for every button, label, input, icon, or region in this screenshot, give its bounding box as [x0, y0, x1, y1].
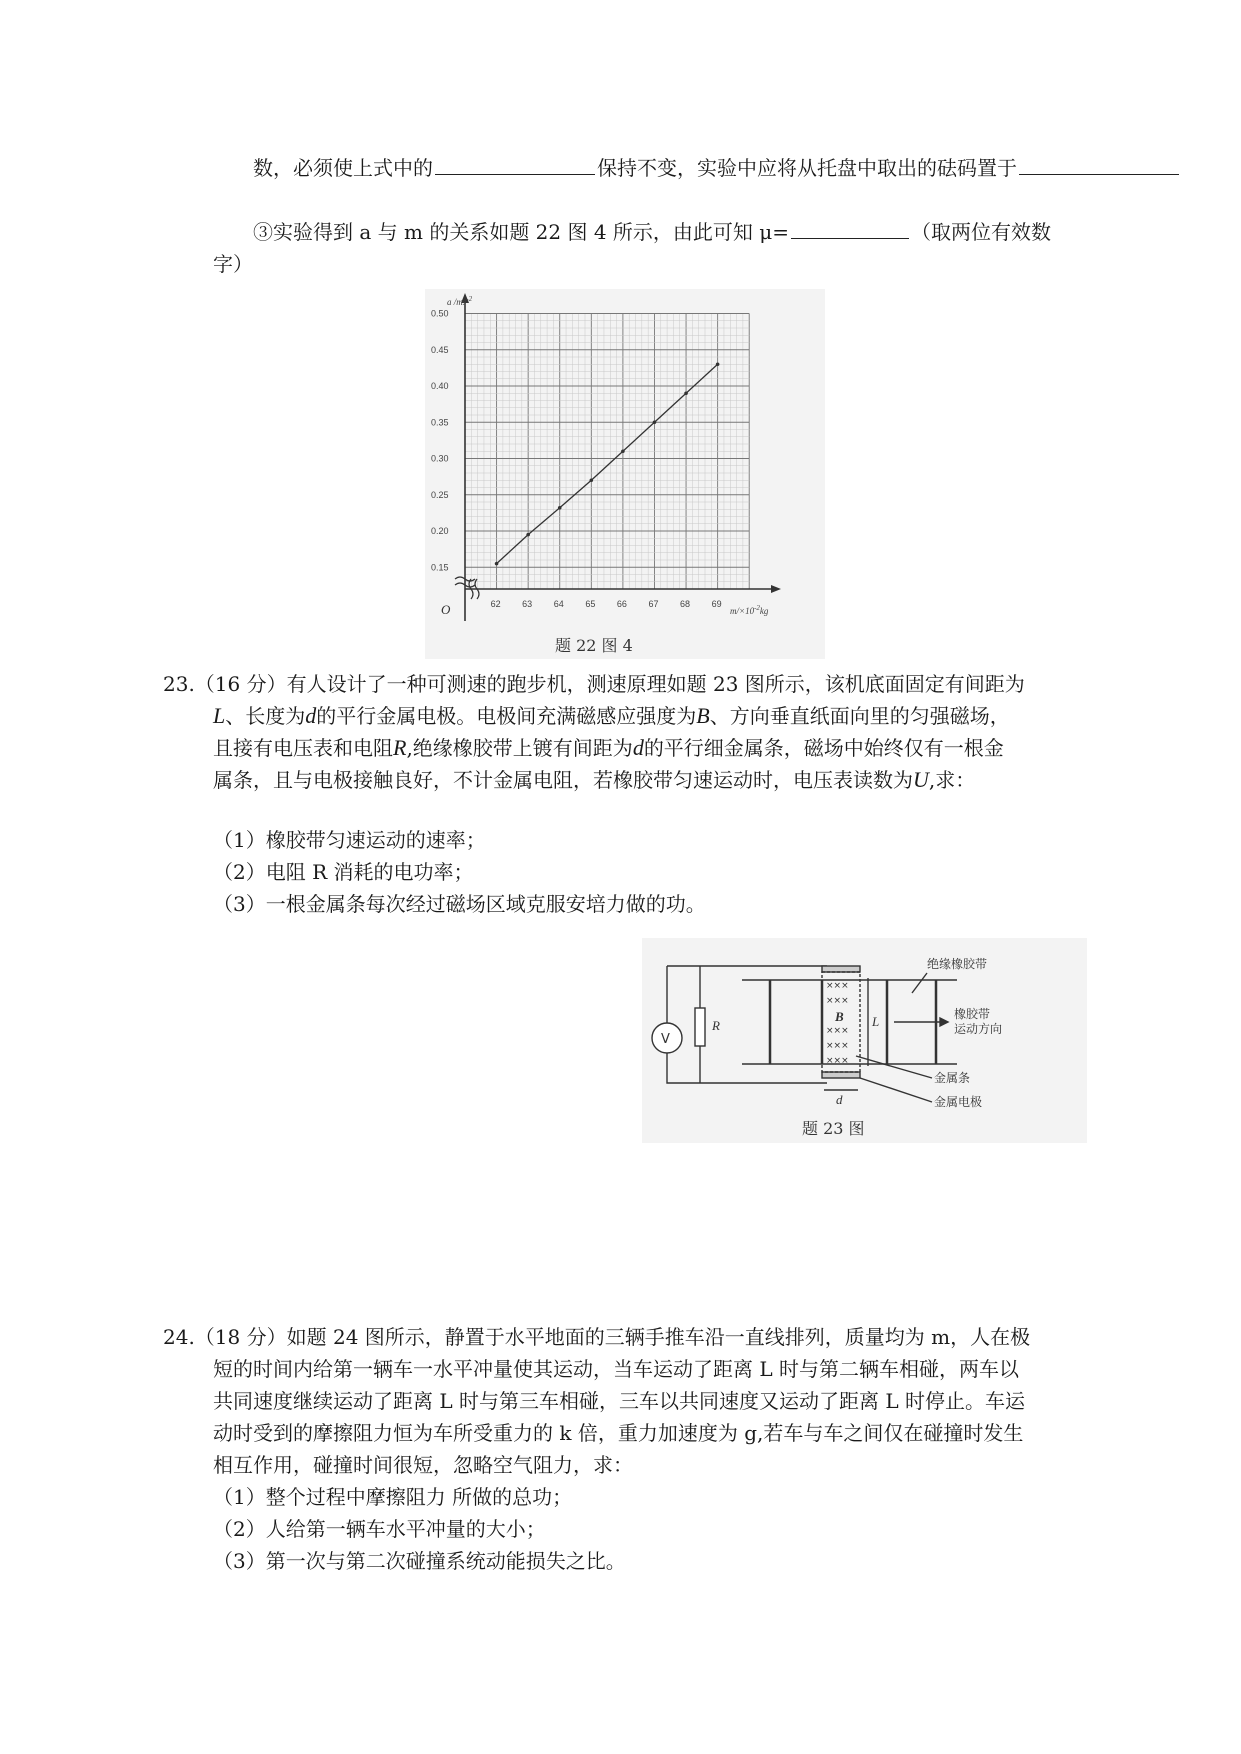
x-axis-arrow: [771, 585, 781, 593]
q23-sub-1: （1）橡胶带匀速运动的速率；: [213, 828, 486, 852]
graph-svg: [425, 289, 825, 659]
x-axis-label: $m/\times 10^{-2}kg$: [730, 604, 769, 616]
direction-arrowhead: [940, 1018, 948, 1026]
y-tick-label: 0.20: [431, 526, 449, 536]
q23-line-3: [213, 734, 1004, 762]
y-tick-label: 0.45: [431, 344, 449, 355]
field-label: B: [835, 1009, 844, 1024]
q24-line-4: 动时受到的摩擦阻力恒为车所受重力的 k 倍，重力加速度为 g,若车与车之间仅在碰撞时发生: [213, 1421, 1024, 1445]
width-label: d: [836, 1092, 843, 1107]
q24-sub-3: （3）第一次与第二次碰撞系统动能损失之比。: [213, 1549, 626, 1573]
data-point: [590, 478, 594, 482]
answer-blank-mu[interactable]: [791, 218, 909, 239]
y-tick-label: 0.40: [431, 381, 449, 391]
fig23: [642, 938, 1087, 1143]
belt-label: 绝缘橡胶带: [927, 957, 988, 971]
q22-line-2: [253, 218, 1051, 246]
length-label: L: [872, 1014, 880, 1029]
q23-var-L: L: [213, 703, 226, 728]
y-tick-label: 0.35: [431, 417, 449, 428]
series-line: [497, 364, 718, 563]
y-tick-label: 0.50: [431, 308, 449, 319]
circuit-wire: [667, 966, 827, 1083]
electrode-label: 金属电极: [934, 1095, 983, 1109]
fig23-caption: 题 23 图: [802, 1119, 865, 1138]
metal-electrode-top: [822, 966, 860, 972]
q23-line-3-a: 且接有电压表和电阻: [213, 736, 393, 760]
leader-electrode: [860, 1078, 932, 1102]
fig23-svg: [642, 938, 1087, 1143]
q23-sub-3: （3）一根金属条每次经过磁场区域克服安培力做的功。: [213, 892, 706, 916]
x-tick-label: 62: [490, 599, 501, 609]
svg-text:×××: ×××: [826, 996, 849, 1006]
svg-text:×××: ×××: [826, 1056, 849, 1066]
q22-line-1: [253, 154, 1181, 182]
y-tick-label: 0.15: [431, 562, 449, 573]
y-axis-label: a $/ms^{-2}$: [447, 295, 473, 307]
q23-var-d: d: [305, 703, 317, 728]
q23-line-2: [213, 702, 1010, 730]
data-point: [653, 420, 657, 424]
answer-blank-2[interactable]: [1019, 154, 1179, 175]
metal-electrode-bottom: [822, 1072, 860, 1078]
origin-label: O: [441, 602, 451, 617]
q23-line-1: 23.（16 分）有人设计了一种可测速的跑步机，测速原理如题 23 图所示，该机底面固定有间距为: [163, 672, 1025, 696]
leader-strip: [856, 1056, 932, 1078]
q22-line-1-mid: 保持不变，实验中应将从托盘中取出的砝码置于: [597, 156, 1017, 180]
q22-line-2-pre: ③实验得到 a 与 m 的关系如题 22 图 4 所示，由此可知 μ=: [253, 220, 790, 244]
data-point: [716, 362, 720, 366]
direction-label-1: 橡胶带: [954, 1007, 991, 1021]
y-tick-label: 0.30: [431, 453, 449, 464]
svg-text:×××: ×××: [826, 981, 849, 991]
q23-var-d2: d: [632, 735, 644, 760]
q24-line-5: 相互作用，碰撞时间很短，忽略空气阻力，求：: [213, 1453, 633, 1477]
data-point: [621, 449, 625, 453]
x-tick-label: 68: [680, 599, 691, 609]
graph-grid: [465, 314, 749, 590]
y-tick-label: 0.25: [431, 489, 449, 500]
direction-label-2: 运动方向: [954, 1022, 1003, 1036]
answer-blank-1[interactable]: [435, 154, 595, 175]
q23-line-3-c: ,绝缘橡胶带上镀有间距为: [406, 736, 633, 760]
leader-belt: [912, 973, 927, 993]
q23-line-2-b: 、长度为: [225, 704, 306, 728]
voltmeter-label: V: [661, 1032, 670, 1047]
resistor-symbol: [695, 1008, 705, 1046]
q23-line-4-a: 属条，且与电极接触良好，不计金属电阻，若橡胶带匀速运动时，电压表读数为: [213, 768, 913, 792]
graph-axes: [455, 293, 781, 621]
data-point: [495, 562, 499, 566]
x-tick-label: 63: [522, 599, 533, 609]
x-tick-label: 66: [616, 599, 627, 609]
data-point: [526, 533, 530, 537]
x-tick-label: 65: [585, 599, 596, 609]
q24-sub-2: （2）人给第一辆车水平冲量的大小；: [213, 1517, 546, 1541]
strip-label: 金属条: [934, 1071, 971, 1085]
q23-var-U: U: [913, 767, 929, 792]
x-tick-label: 67: [648, 599, 659, 609]
x-tick-label: 69: [711, 599, 722, 609]
data-point: [684, 391, 688, 395]
graph-caption: 题 22 图 4: [555, 636, 633, 655]
q24-sub-1: （1）整个过程中摩擦阻力 所做的总功；: [213, 1485, 573, 1509]
q24-line-2: 短的时间内给第一辆车一水平冲量使其运动，当车运动了距离 L 时与第二辆车相碰，两车以: [213, 1357, 1019, 1381]
q23-line-2-f: 、方向垂直纸面向里的匀强磁场，: [709, 704, 1010, 728]
q23-var-R: R: [393, 735, 407, 760]
q23-line-4-c: ,求：: [928, 768, 976, 792]
svg-text:×××: ×××: [826, 1041, 849, 1051]
data-point: [558, 506, 562, 510]
q22-line-2-post: （取两位有效数: [911, 220, 1052, 244]
svg-text:×××: ×××: [826, 1026, 849, 1036]
q24-line-1: 24.（18 分）如题 24 图所示，静置于水平地面的三辆手推车沿一直线排列，质量均为 m，人在极: [163, 1325, 1031, 1349]
q23-line-2-d: 的平行金属电极。电极间充满磁感应强度为: [316, 704, 697, 728]
q24-line-3: 共同速度继续运动了距离 L 时与第三车相碰，三车以共同速度又运动了距离 L 时停止。车运: [213, 1389, 1025, 1413]
graph-figure: [425, 289, 825, 659]
q22-line-3: 字）: [213, 252, 253, 276]
q23-sub-2: （2）电阻 R 消耗的电功率；: [213, 860, 474, 884]
q23-line-4: [213, 766, 975, 794]
x-tick-label: 64: [553, 599, 564, 609]
q23-line-3-e: 的平行细金属条，磁场中始终仅有一根金: [643, 736, 1004, 760]
q23-var-B: B: [696, 703, 710, 728]
q22-line-1-pre: 数，必须使上式中的: [253, 156, 433, 180]
resistor-label: R: [712, 1018, 720, 1033]
